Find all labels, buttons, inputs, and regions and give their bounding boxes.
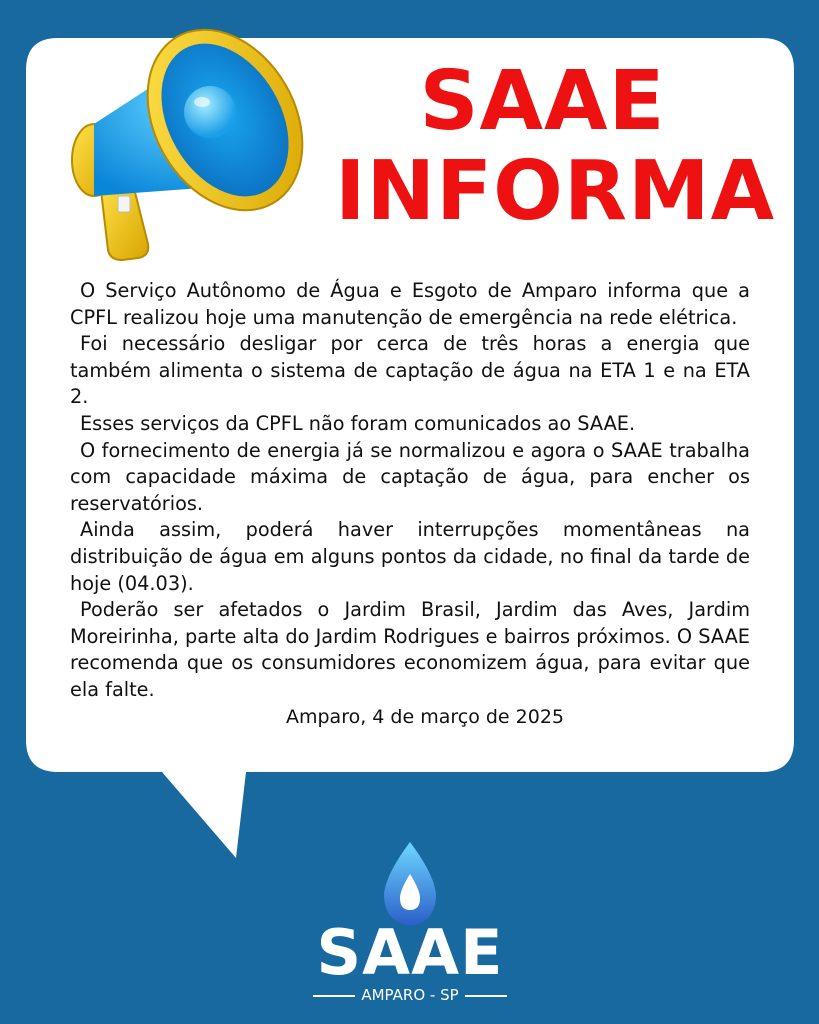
divider: [465, 995, 507, 997]
dateline: Amparo, 4 de março de 2025: [285, 706, 565, 728]
logo-subtitle: AMPARO - SP: [361, 986, 459, 1004]
headline-line-2: INFORMA: [335, 144, 776, 239]
notice-body: [70, 278, 750, 704]
headline: [335, 54, 776, 239]
notice-paragraph: Foi necessário desligar por cerca de três horas a energia que também alimenta o sistema de captação de água na ETA 1 e na ETA 2.: [70, 332, 750, 409]
logo-name: SAAE: [316, 916, 504, 989]
headline-line-1: SAAE: [419, 54, 666, 149]
notice-paragraph: Esses serviços da CPFL não foram comunicados ao SAAE.: [80, 411, 636, 435]
logo-subtitle-wrap: [300, 985, 520, 1005]
megaphone-icon: [60, 12, 310, 272]
notice-paragraph: O Serviço Autônomo de Água e Esgoto de Amparo informa que a CPFL realizou hoje uma manutenção de emergência na rede elétrica.: [70, 279, 750, 329]
notice-paragraph: Ainda assim, poderá haver interrupções momentâneas na distribuição de água em alguns pontos da cidade, no final da tarde de hoje (04.03).: [70, 518, 750, 595]
divider: [313, 995, 355, 997]
notice-paragraph: O fornecimento de energia já se normalizou e agora o SAAE trabalha com capacidade máxima de captação de água, para encher os reservatórios.: [70, 438, 750, 515]
notice-paragraph: Poderão ser afetados o Jardim Brasil, Jardim das Aves, Jardim Moreirinha, parte alta do Jardim Rodrigues e bairros próximos. O SAAE recomenda que os consumidores economizem água, para evitar que ela falte.: [70, 598, 750, 701]
